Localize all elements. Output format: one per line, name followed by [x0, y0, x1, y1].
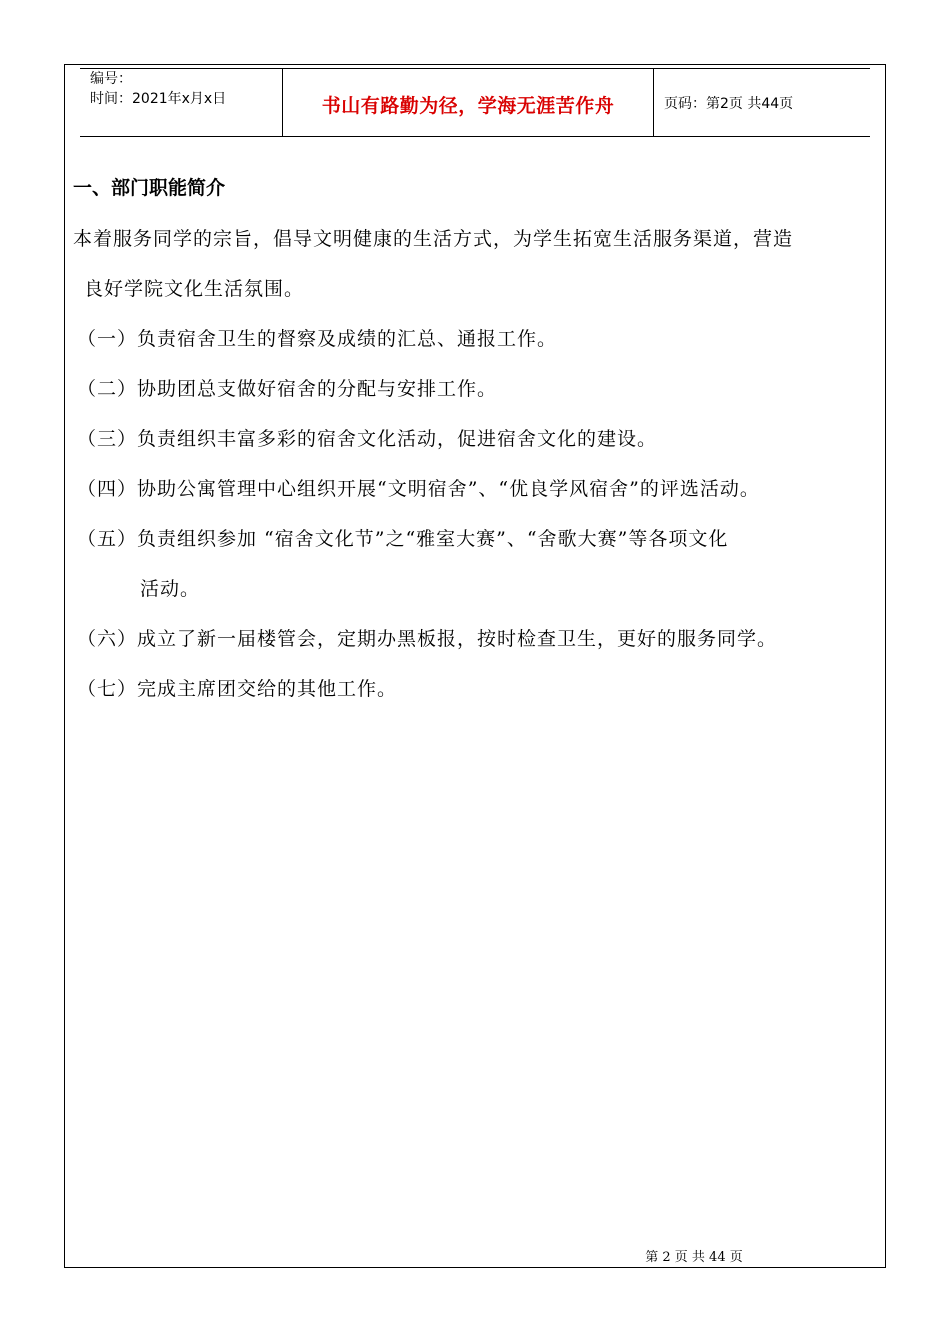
intro-line-2: 良好学院文化生活氛围。	[84, 278, 305, 300]
list-item-continuation: 活动。	[140, 578, 201, 600]
header-motto-cell	[282, 68, 654, 136]
list-item: （六）成立了新一届楼管会，定期办黑板报，按时检查卫生，更好的服务同学。	[77, 628, 778, 650]
document-date: 时间：2021年x月x日	[90, 91, 227, 107]
list-item: （二）协助团总支做好宿舍的分配与安排工作。	[77, 378, 498, 400]
header-left-cell	[80, 68, 282, 136]
document-number-label: 编号：	[90, 71, 132, 87]
list-item: （一）负责宿舍卫生的督察及成绩的汇总、通报工作。	[77, 328, 558, 350]
list-item: （三）负责组织丰富多彩的宿舍文化活动，促进宿舍文化的建设。	[77, 428, 658, 450]
list-item: （五）负责组织参加 “宿舍文化节”之“雅室大赛”、“舍歌大赛”等各项文化	[77, 528, 729, 550]
footer	[0, 1246, 950, 1265]
list-item: （四）协助公寓管理中心组织开展“文明宿舍”、“优良学风宿舍”的评选活动。	[77, 478, 760, 500]
list-item: （七）完成主席团交给的其他工作。	[77, 678, 398, 700]
header-page-cell	[654, 68, 870, 136]
motto-text: 书山有路勤为径，学海无涯苦作舟	[321, 95, 615, 117]
header-page-code: 页码：第2页 共44页	[664, 96, 794, 112]
intro-line-1: 本着服务同学的宗旨，倡导文明健康的生活方式，为学生拓宽生活服务渠道，营造	[73, 228, 794, 250]
header-bottom-rule	[80, 136, 870, 137]
section-title: 一、部门职能简介	[73, 177, 226, 199]
footer-page-number: 第 2 页 共 44 页	[645, 1250, 743, 1265]
